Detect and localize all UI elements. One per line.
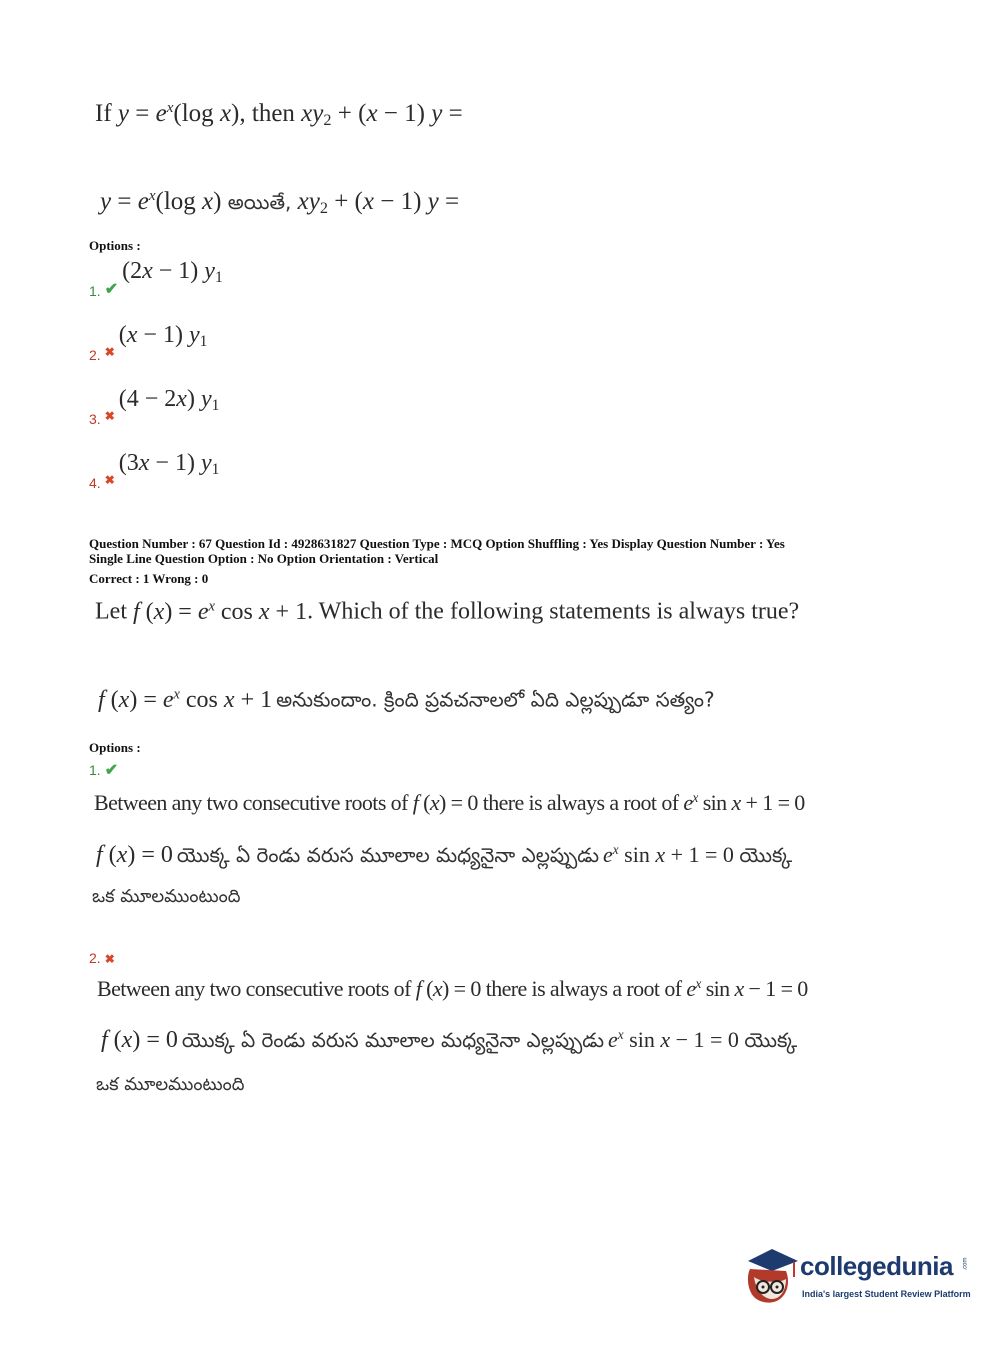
logo-wordmark: collegedunia	[800, 1251, 953, 1281]
q66-telugu-statement: $y = e^x(\log$ x) అయితే, $xy_2 + (x - 1) y$ =	[100, 188, 460, 218]
q66-option-1[interactable]: 1. ✔ (2x − 1) $y_1$	[89, 258, 223, 299]
q67-option-2-telugu: f (x) = 0 యొక్క ఏ రెండు వరుస మూలాల మధ్యనైనా ఎల్లప్పుడు $e^x$ sin x − 1 = 0 యొక్క	[101, 1027, 798, 1053]
q66-options-label: Options :	[89, 238, 141, 253]
q67-option-1-telugu: f (x) = 0 యొక్క ఏ రెండు వరుస మూలాల మధ్యనైనా ఎల్లప్పుడు $e^x$ sin x + 1 = 0 యొక్క	[96, 842, 793, 868]
cross-icon: ✖	[104, 345, 115, 359]
q66-option-3-math: (4 − 2x) $y_1$	[118, 386, 220, 414]
q67-english-statement: Let f $(x) = e^x$ cos x + 1. Which of the following statements is always true?	[95, 598, 800, 625]
q67-meta-line-3: Correct : 1 Wrong : 0	[89, 571, 209, 586]
student-mascot-icon	[742, 1247, 800, 1313]
q67-options-label: Options :	[89, 740, 141, 755]
q67-option-2-marker[interactable]: 2. ✖	[89, 950, 115, 966]
q67-telugu-statement: f $(x) = e^x$ cos x + 1 అనుకుందాం. క్రింది ప్రవచనాలలో ఏది ఎల్లప్పుడూ సత్యం?	[98, 686, 715, 713]
q66-option-4[interactable]: 4. $_✖$ (3x − 1) $y_1$	[89, 450, 220, 491]
logo-tagline: India's largest Student Review Platform	[802, 1289, 971, 1299]
q67-option-2-telugu-line-2: ఒక మూలముంటుంది	[96, 1074, 245, 1095]
check-icon: ✔	[104, 762, 119, 779]
q67-option-2-english[interactable]: Between any two consecutive roots of f (x) = 0 there is always a root of $e^x$ sin x − 1 = 0	[97, 976, 808, 1001]
q67-option-1-telugu-line-2: ఒక మూలముంటుంది	[92, 886, 241, 907]
logo-com: .com	[962, 1257, 969, 1271]
cross-icon: ✖	[104, 473, 115, 487]
q67-meta-line-2: Single Line Question Option : No Option Orientation : Vertical	[89, 551, 439, 566]
cross-icon: ✖	[104, 409, 115, 423]
q66-option-2-math: (x − 1) $y_1$	[118, 322, 208, 350]
q67-meta-line-1: Question Number : 67 Question Id : 4928631827 Question Type : MCQ Option Shuffling : Yes Display Question Number : Yes	[89, 536, 785, 551]
q66-option-4-math: (3x − 1) $y_1$	[118, 450, 220, 478]
q67-option-1-english[interactable]: Between any two consecutive roots of f (x) = 0 there is always a root of $e^x$ sin x + 1 = 0	[94, 790, 805, 815]
q66-option-2[interactable]: 2. $_✖$ (x − 1) $y_1$	[89, 322, 208, 363]
q66-english-statement: If $y = e^x(\log$ x), then $xy_2 + (x - 1) y$ =	[95, 100, 463, 130]
cross-icon: ✖	[104, 952, 115, 966]
collegedunia-logo[interactable]	[742, 1247, 972, 1317]
q66-option-3[interactable]: 3. $_✖$ (4 − 2x) $y_1$	[89, 386, 220, 427]
q67-option-1-marker[interactable]: 1. ✔	[89, 762, 119, 779]
q66-option-1-math: (2x − 1) $y_1$	[122, 258, 223, 286]
check-icon: ✔	[104, 281, 119, 298]
